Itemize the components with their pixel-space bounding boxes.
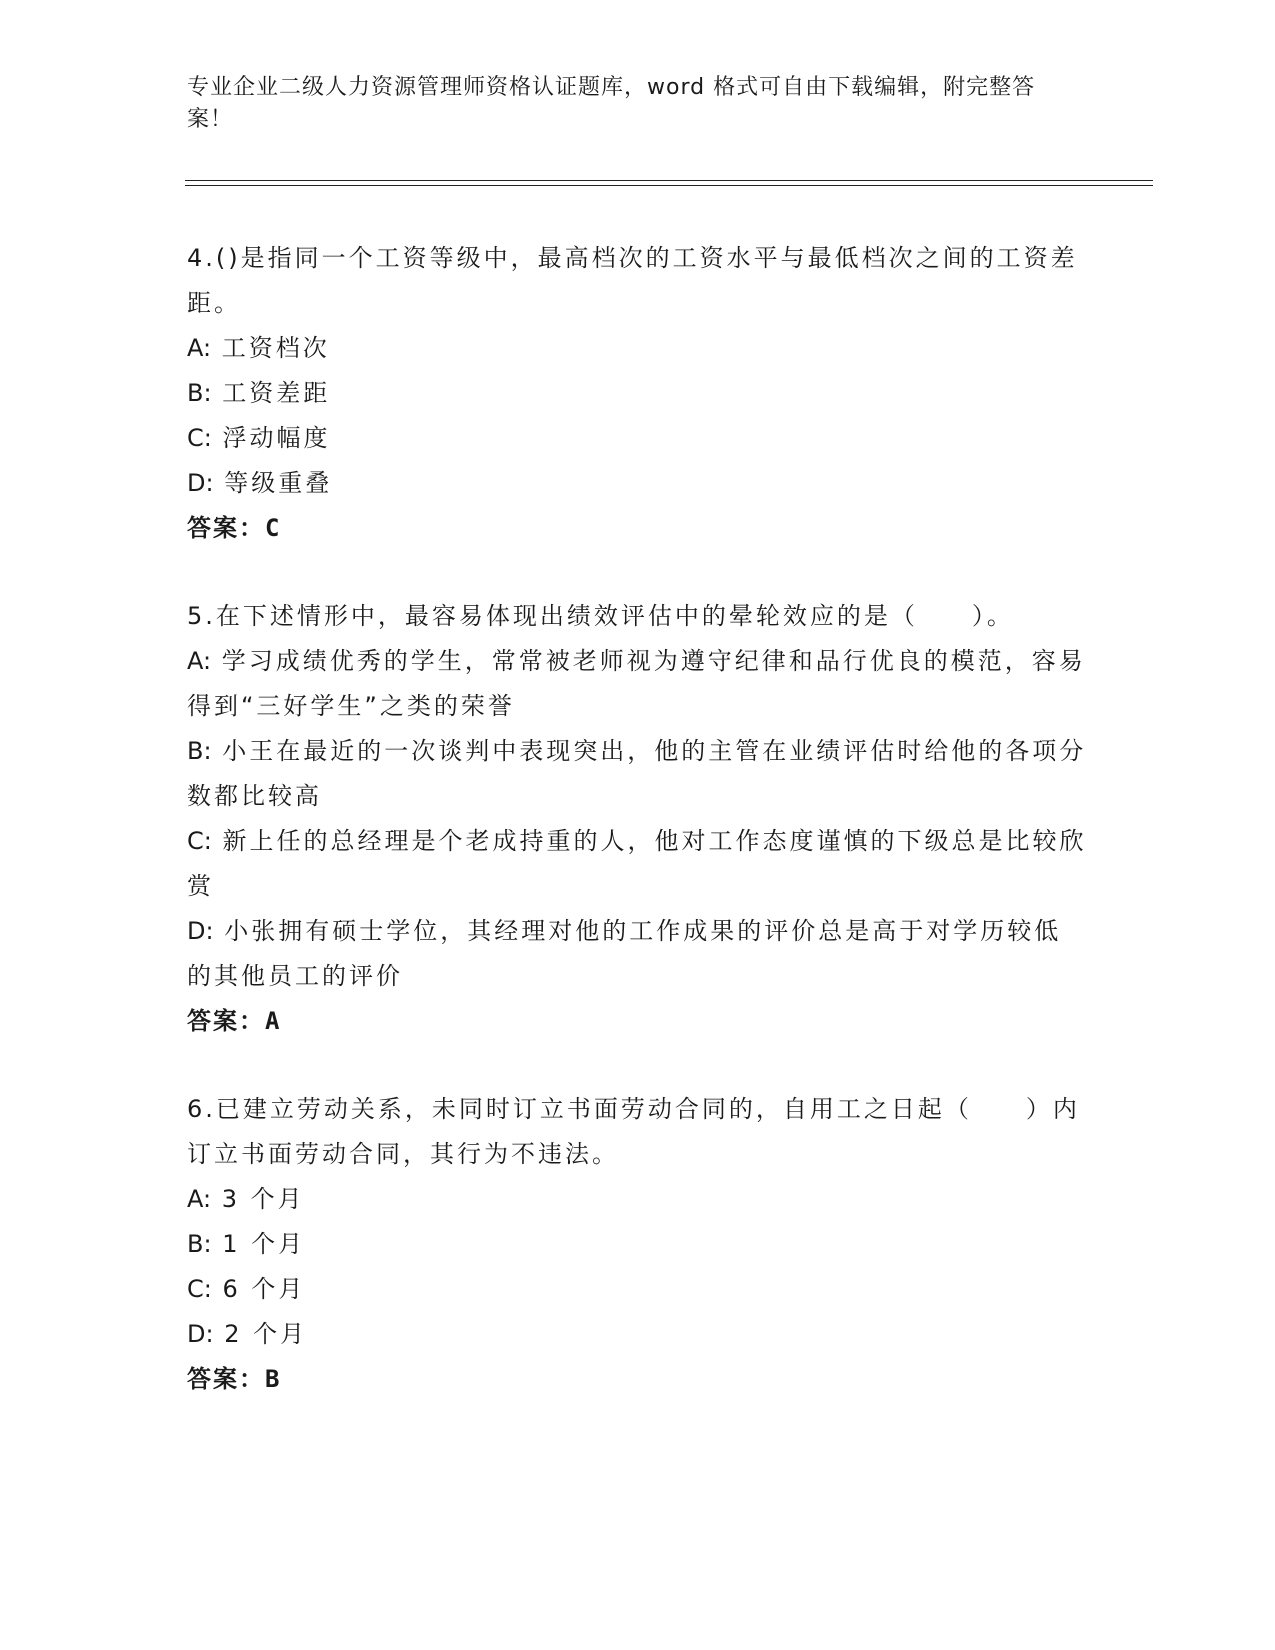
option-text: 2 个月 <box>224 1320 308 1348</box>
option-key: D: <box>187 1320 214 1348</box>
question-4 <box>187 236 1087 551</box>
option-a <box>187 1177 1087 1222</box>
answer-value: C <box>265 514 280 542</box>
answer-label: 答案： <box>187 1007 265 1035</box>
option-key: B: <box>187 1230 212 1258</box>
option-a <box>187 639 1087 729</box>
option-key: A: <box>187 334 212 362</box>
option-c <box>187 1267 1087 1312</box>
option-text: 工资差距 <box>222 379 331 407</box>
option-text: 3 个月 <box>221 1185 305 1213</box>
option-key: D: <box>187 469 214 497</box>
option-b <box>187 1222 1087 1267</box>
option-d <box>187 909 1087 999</box>
question-5 <box>187 594 1087 1044</box>
option-d <box>187 461 1087 506</box>
option-key: C: <box>187 827 212 855</box>
option-c <box>187 416 1087 461</box>
option-text: 浮动幅度 <box>222 424 331 452</box>
option-key: B: <box>187 737 212 765</box>
option-b <box>187 371 1087 416</box>
option-text: 新上任的总经理是个老成持重的人，他对工作态度谨慎的下级总是比较欣赏 <box>187 827 1087 900</box>
answer-line <box>187 999 1087 1044</box>
option-text: 1 个月 <box>222 1230 306 1258</box>
answer-line <box>187 1357 1087 1402</box>
header-rule-top <box>185 180 1153 181</box>
option-b <box>187 729 1087 819</box>
answer-value: B <box>265 1365 280 1393</box>
header-rule-bottom <box>185 185 1153 186</box>
option-text: 工资档次 <box>221 334 330 362</box>
option-key: C: <box>187 424 212 452</box>
document-header: 专业企业二级人力资源管理师资格认证题库，word 格式可自由下载编辑，附完整答案！ <box>187 75 1036 132</box>
option-key: D: <box>187 917 214 945</box>
question-6 <box>187 1087 1087 1402</box>
option-text: 小王在最近的一次谈判中表现突出，他的主管在业绩评估时给他的各项分数都比较高 <box>187 737 1087 810</box>
option-c <box>187 819 1087 909</box>
question-list <box>187 236 1087 1445</box>
answer-label: 答案： <box>187 1365 265 1393</box>
option-text: 小张拥有硕士学位，其经理对他的工作成果的评价总是高于对学历较低的其他员工的评价 <box>187 917 1062 990</box>
option-text: 学习成绩优秀的学生，常常被老师视为遵守纪律和品行优良的模范，容易得到“三好学生”之类的荣誉 <box>187 647 1086 720</box>
answer-label: 答案： <box>187 514 265 542</box>
answer-value: A <box>265 1007 280 1035</box>
question-stem: 5.在下述情形中，最容易体现出绩效评估中的晕轮效应的是（ ）。 <box>187 602 1014 630</box>
option-key: B: <box>187 379 212 407</box>
question-stem: 4.()是指同一个工资等级中，最高档次的工资水平与最低档次之间的工资差距。 <box>187 244 1078 317</box>
option-key: A: <box>187 1185 212 1213</box>
question-stem: 6.已建立劳动关系，未同时订立书面劳动合同的，自用工之日起（ ）内订立书面劳动合同，其行为不违法。 <box>187 1095 1080 1168</box>
option-d <box>187 1312 1087 1357</box>
option-text: 6 个月 <box>222 1275 306 1303</box>
option-key: A: <box>187 647 212 675</box>
option-text: 等级重叠 <box>224 469 333 497</box>
answer-line <box>187 506 1087 551</box>
option-a <box>187 326 1087 371</box>
option-key: C: <box>187 1275 212 1303</box>
